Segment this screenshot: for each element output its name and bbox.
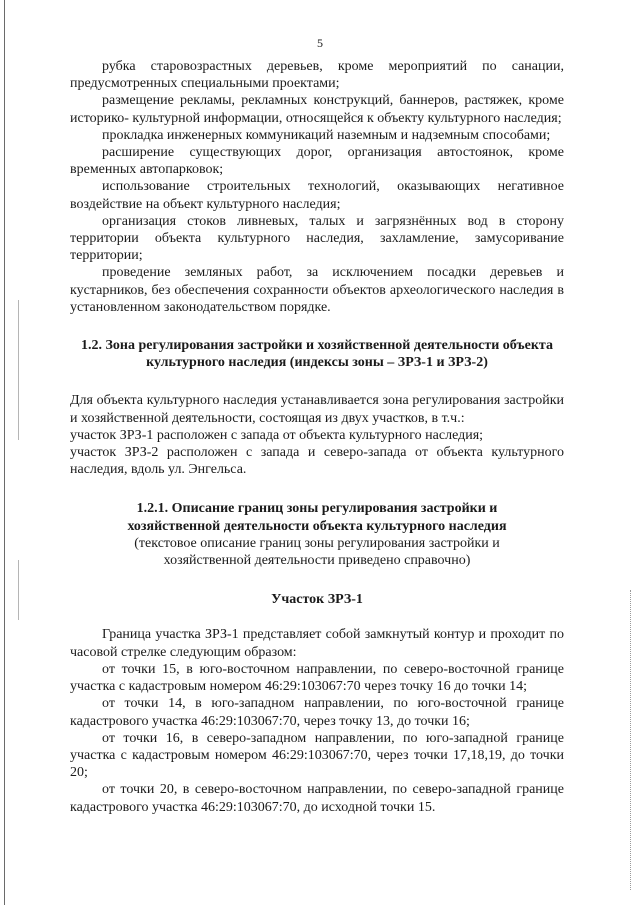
plot-description: участок ЗРЗ-2 расположен с запада и северо-запада от объекта культурного наследия, вдоль ул. Энгельса. (70, 445, 564, 478)
list-item: проведение земляных работ, за исключением посадки деревьев и кустарников, без обеспечения сохранности объектов археологического наследия в установленном законодательством порядке. (70, 265, 564, 315)
list-item: организация стоков ливневых, талых и загрязнённых вод в сторону территории объекта культурного наследия, захламление, замусоривание территории; (70, 213, 564, 264)
plot-title: Участок ЗРЗ-1 (271, 592, 363, 608)
list-item: рубка старовозрастных деревьев, кроме мероприятий по санации, предусмотренных специальными проектами; (70, 59, 564, 92)
list-item: использование строительных технологий, оказывающих негативное воздействие на объект культурного наследия; (70, 179, 564, 212)
scan-edge-left (4, 0, 5, 905)
section-intro: Для объекта культурного наследия устанавливается зона регулирования застройки и хозяйственной деятельности, состоящая из двух участков, в т.ч.: (70, 393, 564, 426)
boundary-segment: от точки 15, в юго-восточном направлении, по северо-восточной границе участка с кадастровым номером 46:29:103067:70 через точку 16 до точки 14; (70, 661, 564, 695)
list-item: расширение существующих дорог, организация автостоянок, кроме временных автопарковок; (70, 145, 564, 178)
page-number: 5 (317, 36, 323, 50)
subsection-heading: 1.2.1. Описание границ зоны регулирования застройки и хозяйственной деятельности объекта культурного наследия (127, 501, 507, 534)
list-item: размещение рекламы, рекламных конструкций, баннеров, растяжек, кроме историко- культурной информации, относящейся к объекту культурного наследия; (70, 93, 564, 126)
boundary-segment: от точки 20, в северо-восточном направлении, по северо-западной границе кадастрового участка 46:29:103067:70, до исходной точки 15. (70, 782, 564, 815)
scan-mark (18, 300, 19, 440)
scan-edge-right (630, 590, 632, 890)
plot-description: участок ЗРЗ-1 расположен с запада от объекта культурного наследия; (70, 427, 484, 443)
plot-intro: Граница участка ЗРЗ-1 представляет собой замкнутый контур и проходит по часовой стрелке следующим образом: (70, 627, 564, 660)
section-heading: 1.2. Зона регулирования застройки и хозяйственной деятельности объекта культурного наследия (индексы зоны – ЗРЗ-1 и ЗРЗ-2) (81, 338, 553, 371)
scan-mark (18, 560, 19, 620)
subsection-note: (текстовое описание границ зоны регулирования застройки и хозяйственной деятельности приведено справочно) (134, 535, 500, 569)
boundary-segment: от точки 16, в северо-западном направлении, по юго-западной границе участка с кадастровым номером 46:29:103067:70, через точки 17,18,19, до точки 20; (70, 730, 564, 781)
list-item: прокладка инженерных коммуникаций наземным и надземным способами; (102, 127, 551, 143)
boundary-segment: от точки 14, в юго-западном направлении, по юго-восточной границе кадастрового участка 46:29:103067:70, через точку 13, до точки 16; (70, 696, 564, 729)
document-body (70, 58, 564, 816)
